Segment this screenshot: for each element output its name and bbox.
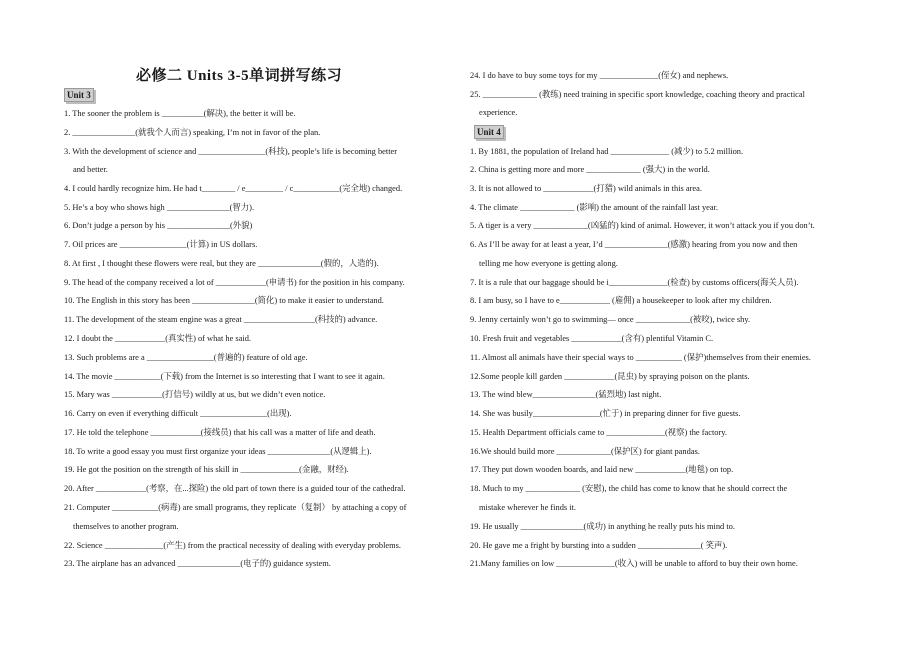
list-item: telling me how everyone is getting along.: [479, 259, 618, 268]
list-item: 13. Such problems are a ________________(普遍的) feature of old age.: [64, 353, 308, 362]
list-item: 3. With the development of science and ________________(科技), people’s life is becoming better: [64, 147, 398, 156]
list-item: 6. As I’ll be away for at least a year, I’d _______________(感激) hearing from you now and then: [470, 240, 798, 249]
list-item: 8. I am busy, so I have to e____________ (雇佣) a housekeeper to look after my children.: [470, 296, 772, 305]
list-item: 11. Almost all animals have their special ways to ___________ (保护)themselves from their enemies.: [470, 353, 811, 362]
list-item: 15. Mary was ____________(打信号) wildly at us, but we didn’t even notice.: [64, 390, 326, 399]
list-item: 2. China is getting more and more _____________ (强大) in the world.: [470, 165, 710, 174]
list-item: 14. She was busily________________(忙于) in preparing dinner for five guests.: [470, 409, 741, 418]
list-item: 12.Some people kill garden ____________(昆虫) by spraying poison on the plants.: [470, 372, 750, 381]
list-item: 19. He got the position on the strength of his skill in ______________(金融，财经).: [64, 465, 349, 474]
list-item: 3. It is not allowed to ____________(打猎) wild animals in this area.: [470, 184, 702, 193]
list-item: 5. A tiger is a very _____________(凶猛的) kind of animal. However, it won’t attack you if you don’t.: [470, 221, 815, 230]
list-item: 21.Many families on low ______________(收入) will be unable to afford to buy their own home.: [470, 559, 798, 568]
list-item: 10. The English in this story has been _______________(简化) to make it easier to understand.: [64, 296, 384, 305]
list-item: 9. The head of the company received a lot of ____________(申请书) for the position in his company.: [64, 278, 405, 287]
list-item: 16. Carry on even if everything difficult ________________(出现).: [64, 409, 292, 418]
list-item: 20. After ____________(考察，在...探险) the old part of town there is a guided tour of the cathedral.: [64, 484, 406, 493]
list-item: 8. At first , I thought these flowers were real, but they are _______________(假的，人造的).: [64, 259, 379, 268]
list-item: 17. They put down wooden boards, and laid new ____________(地毯) on top.: [470, 465, 734, 474]
list-item: themselves to another program.: [73, 522, 179, 531]
list-item: experience.: [479, 108, 518, 117]
list-item: 16.We should build more _____________(保护区) for giant pandas.: [470, 447, 700, 456]
list-item: 15. Health Department officials came to ______________(视察) the factory.: [470, 428, 727, 437]
list-item: 21. Computer ___________(病毒) are small programs, they replicate（复制） by attaching a copy of: [64, 503, 407, 512]
list-item: 4. The climate _____________ (影响) the amount of the rainfall last year.: [470, 203, 719, 212]
list-item: 9. Jenny certainly won’t go to swimming— once _____________(被咬), twice shy.: [470, 315, 751, 324]
list-item: 25. _____________ (教练) need training in specific sport knowledge, coaching theory and practical: [470, 90, 805, 99]
list-item: 18. To write a good essay you must first organize your ideas _______________(从逻辑上).: [64, 447, 372, 456]
list-item: 1. By 1881, the population of Ireland had ______________ (减少) to 5.2 million.: [470, 147, 744, 156]
list-item: 7. Oil prices are ________________(计算) in US dollars.: [64, 240, 258, 249]
list-item: 17. He told the telephone ____________(接线员) that his call was a matter of life and death.: [64, 428, 376, 437]
list-item: 23. The airplane has an advanced _______________(电子的) guidance system.: [64, 559, 331, 568]
unit-4-label: Unit 4: [474, 125, 504, 139]
list-item: 24. I do have to buy some toys for my ______________(侄女) and nephews.: [470, 71, 729, 80]
list-item: 13. The wind blew_______________(猛烈地) last night.: [470, 390, 662, 399]
list-item: 11. The development of the steam engine was a great _________________(科技的) advance.: [64, 315, 378, 324]
list-item: and better.: [73, 165, 108, 174]
unit-3-label: Unit 3: [64, 88, 94, 102]
list-item: 19. He usually _______________(成功) in anything he really puts his mind to.: [470, 522, 735, 531]
list-item: 7. It is a rule that our baggage should be i______________(检查) by customs officers(海关人员).: [470, 278, 799, 287]
list-item: 6. Don’t judge a person by his _______________(外貌): [64, 221, 253, 230]
list-item: 1. The sooner the problem is __________(解决), the better it will be.: [64, 109, 296, 118]
list-item: mistake wherever he finds it.: [479, 503, 576, 512]
list-item: 12. I doubt the ____________(真实性) of what he said.: [64, 334, 252, 343]
list-item: 14. The movie ___________(下载) from the Internet is so interesting that I want to see it again.: [64, 372, 385, 381]
list-item: 22. Science ______________(产生) from the practical necessity of dealing with everyday problems.: [64, 541, 401, 550]
page-title: 必修二 Units 3-5单词拼写练习: [136, 68, 343, 84]
list-item: 20. He gave me a fright by bursting into a sudden _______________( 笑声).: [470, 541, 728, 550]
list-item: 5. He’s a boy who shows high _______________(智力).: [64, 203, 255, 212]
list-item: 18. Much to my _____________ (安慰), the child has come to know that he should correct the: [470, 484, 788, 493]
list-item: 4. I could hardly recognize him. He had t________ / e_________ / c___________(完全地) changed.: [64, 184, 403, 193]
list-item: 10. Fresh fruit and vegetables ____________(含有) plentiful Vitamin C.: [470, 334, 714, 343]
list-item: 2. _______________(就我个人而言) speaking, I’m not in favor of the plan.: [64, 128, 321, 137]
